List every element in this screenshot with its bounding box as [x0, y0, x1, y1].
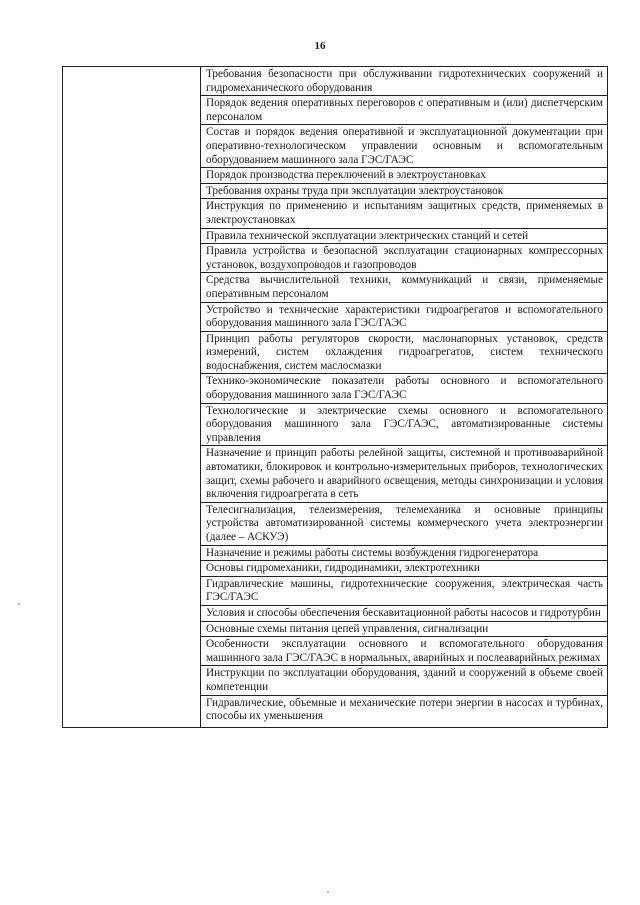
table-cell: Телесигнализация, телеизмерения, телемеханика и основные принципы устройства автоматизированной системы коммерческого учета электроэнергии (далее – АСКУЭ) [201, 502, 608, 545]
table-cell: Средства вычислительной техники, коммуникаций и связи, применяемые оперативным персоналом [201, 273, 608, 302]
table-cell: Инструкция по применению и испытаниям защитных средств, применяемых в электроустановках [201, 199, 608, 228]
table-cell: Устройство и технические характеристики гидроагрегатов и вспомогательного оборудования машинного зала ГЭС/ГАЭС [201, 302, 608, 331]
table-cell: Требования безопасности при обслуживании гидротехнических сооружений и гидромеханического оборудования [201, 67, 608, 96]
table-cell: Технологические и электрические схемы основного и вспомогательного оборудования машинного зала ГЭС/ГАЭС, автоматизированные системы управления [201, 403, 608, 446]
left-column-cell [63, 67, 201, 728]
table-cell: Состав и порядок ведения оперативной и эксплуатационной документации при оперативно-технологическом управлении основным и вспомогательным оборудованием машинного зала ГЭС/ГАЭС [201, 125, 608, 168]
table-cell: Условия и способы обеспечения бескавитационной работы насосов и гидротурбин [201, 605, 608, 621]
scan-speck [18, 603, 20, 605]
table-cell: Инструкции по эксплуатации оборудования, зданий и сооружений в объеме своей компетенции [201, 666, 608, 695]
table-cell: Порядок производства переключений в электроустановках [201, 168, 608, 184]
page-number: 16 [314, 40, 326, 52]
table-cell: Особенности эксплуатации основного и вспомогательного оборудования машинного зала ГЭС/ГАЭС в нормальных, аварийных и послеаварийных режимах [201, 637, 608, 666]
table-cell: Назначение и режимы работы системы возбуждения гидрогенератора [201, 545, 608, 561]
table-cell: Требования охраны труда при эксплуатации электроустановок [201, 183, 608, 199]
table-cell: Назначение и принцип работы релейной защиты, системной и противоаварийной автоматики, блокировок и контрольно-измерительных приборов, технологических защит, схемы рабочего и аварийного освещения, методы синхронизации и условия включения гидроагрегата в сеть [201, 446, 608, 502]
table-cell: Основные схемы питания цепей управления, сигнализации [201, 621, 608, 637]
table-cell: Гидравлические машины, гидротехнические сооружения, электрическая часть ГЭС/ГАЭС [201, 576, 608, 605]
table-row [63, 67, 608, 96]
table-cell: Правила технической эксплуатации электрических станций и сетей [201, 228, 608, 244]
scan-speck [327, 891, 329, 893]
table-cell: Гидравлические, объемные и механические потери энергии в насосах и турбинах, способы их уменьшения [201, 695, 608, 727]
table-cell: Порядок ведения оперативных переговоров с оперативным и (или) диспетчерским персоналом [201, 96, 608, 125]
requirements-table [62, 66, 608, 728]
table-cell: Технико-экономические показатели работы основного и вспомогательного оборудования машинного зала ГЭС/ГАЭС [201, 374, 608, 403]
table-cell: Правила устройства и безопасной эксплуатации стационарных компрессорных установок, воздухопроводов и газопроводов [201, 244, 608, 273]
table-cell: Принцип работы регуляторов скорости, маслонапорных установок, средств измерений, систем охлаждения гидроагрегатов, систем технического водоснабжения, систем маслосмазки [201, 331, 608, 374]
table-cell: Основы гидромеханики, гидродинамики, электротехники [201, 561, 608, 577]
